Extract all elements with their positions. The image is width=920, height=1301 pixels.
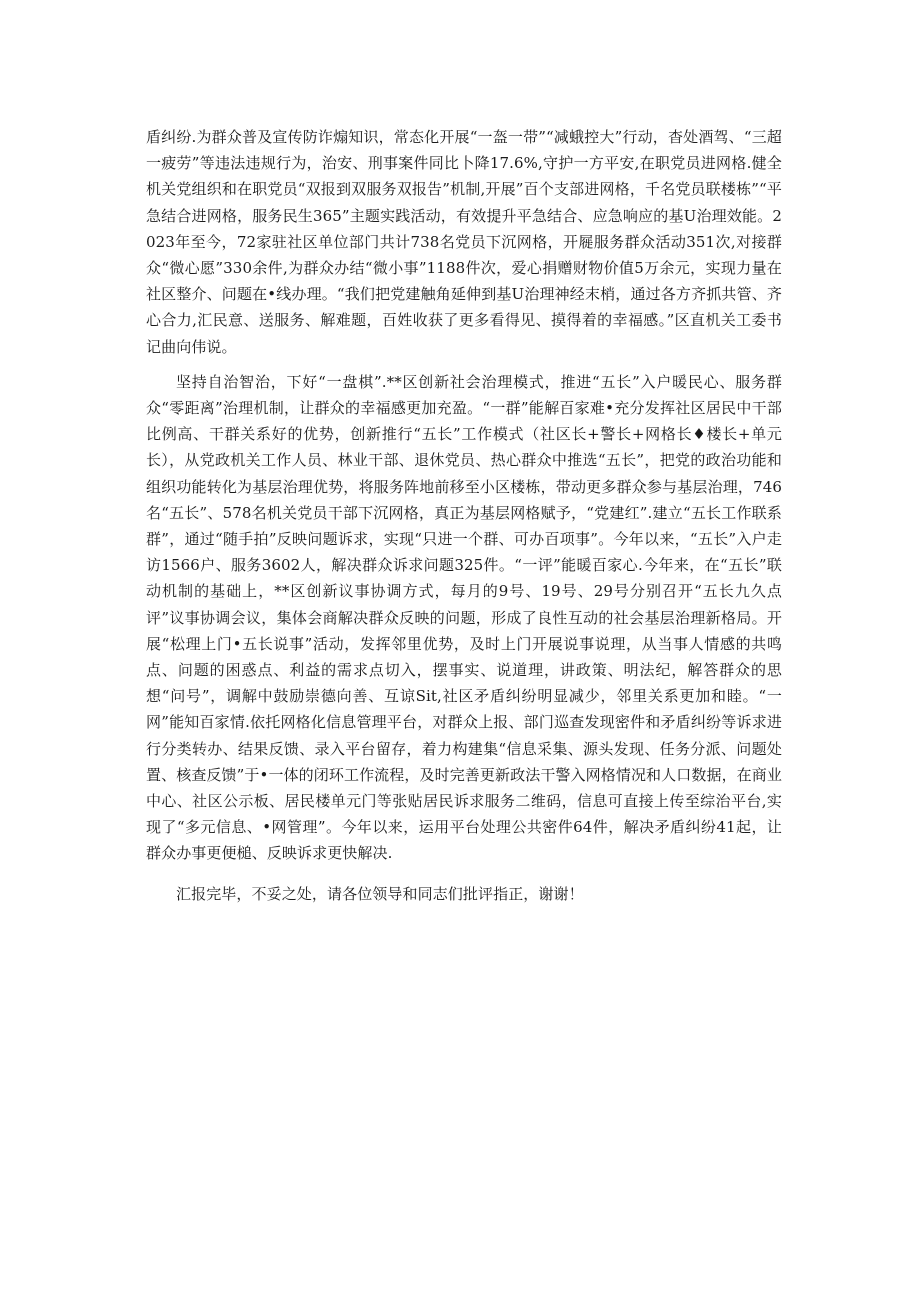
paragraph-self-governance: 坚持自治智治，下好“一盘棋”.**区创新社会治理模式，推进“五长”入户暖民心、服务群众“零距离”治理机制，让群众的幸福感更加充盈。“一群”能解百家难•充分发挥社区居民中干部比例高、干群关系好的优势，创新推行“五长”工作模式（社区长+警长+网格长♦楼长+单元长），从党政机关工作人员、林业干部、退休党员、热心群众中推选“五长”，把党的政治功能和组织功能转化为基层治理优势，将服务阵地前移至小区楼栋，带动更多群众参与基层治理，746名“五长”、578名机关党员干部下沉网格，真正为基层网格赋予，“党建红”.建立“五长工作联系群”，通过“随手拍”反映问题诉求，实现“只进一个群、可办百项事”。今年以来，“五长”入户走访1566户、服务3602人，解决群众诉求问题325件。“一评”能暖百家心.今年来，在“五长”联动机制的基础上，**区创新议事协调方式，每月的9号、19号、29号分别召开“五长九久点评”议事协调会议，集体会商解决群众反映的问题，形成了良性互动的社会基层治理新格局。开展“松理上门•五长说事”活动，发挥邻里优势，及时上门开展说事说理，从当事人情感的共鸣点、问题的困惑点、利益的需求点切入，摆事实、说道理，讲政策、明法纪，解答群众的思想“问号”，调解中鼓励崇德向善、互谅Sit,社区矛盾纠纷明显减少，邻里关系更加和睦。“一网”能知百家情.依托网格化信息管理平台，对群众上报、部门巡查发现密件和矛盾纠纷等诉求进行分类转办、结果反馈、录入平台留存，着力构建集“信息采集、源头发现、任务分派、问题处置、核查反馈”于•一体的闭环工作流程，及时完善更新政法干警入网格情况和人口数据，在商业中心、社区公示板、居民楼单元门等张贴居民诉求服务二维码，信息可直接上传至综治平台,实现了“多元信息、•网管理”。今年以来，运用平台处理公共密件64件，解决矛盾纠纷41起，让群众办事更便槌、反映诉求更快解决.	[146, 372, 782, 863]
paragraph-closing-remarks: 汇报完毕，不妥之处，请各位领导和同志们批评指正，谢谢！	[176, 884, 584, 903]
paragraph-party-members-grid: 盾纠纷.为群众普及宣传防诈煽知识，常态化开展“一盔一带”“减蛾控大”行动，杳处酒驾、“三超一疲劳”等违法违规行为，治安、刑事案件同比卜降17.6%,守护一方平安,在职党员进网格.健全机关党组织和在职党员“双报到双服务双报告”机制,开展”百个支部进网格，千名党员联楼栋”“平急结合进网格，服务民生365”主题实践活动，有效提升平急结合、应急响应的基U治理效能。2023年至今，72家驻社区单位部门共计738名党员下沉网格，开屣服务群众活动351次,对接群众“微心愿”330余件,为群众办结“微小事”1188件次，爱心捐赠财物价值5万余元，实现力量在社区整介、问题在•线办理。“我们把党建触角延伸到基U治理神经末梢，通过各方齐抓共管、齐心合力,汇民意、送服务、解难题，百姓收获了更多看得见、摸得着的幸福感。”区直机关工委书记曲向伟说。	[146, 128, 782, 356]
document-body	[146, 124, 782, 916]
